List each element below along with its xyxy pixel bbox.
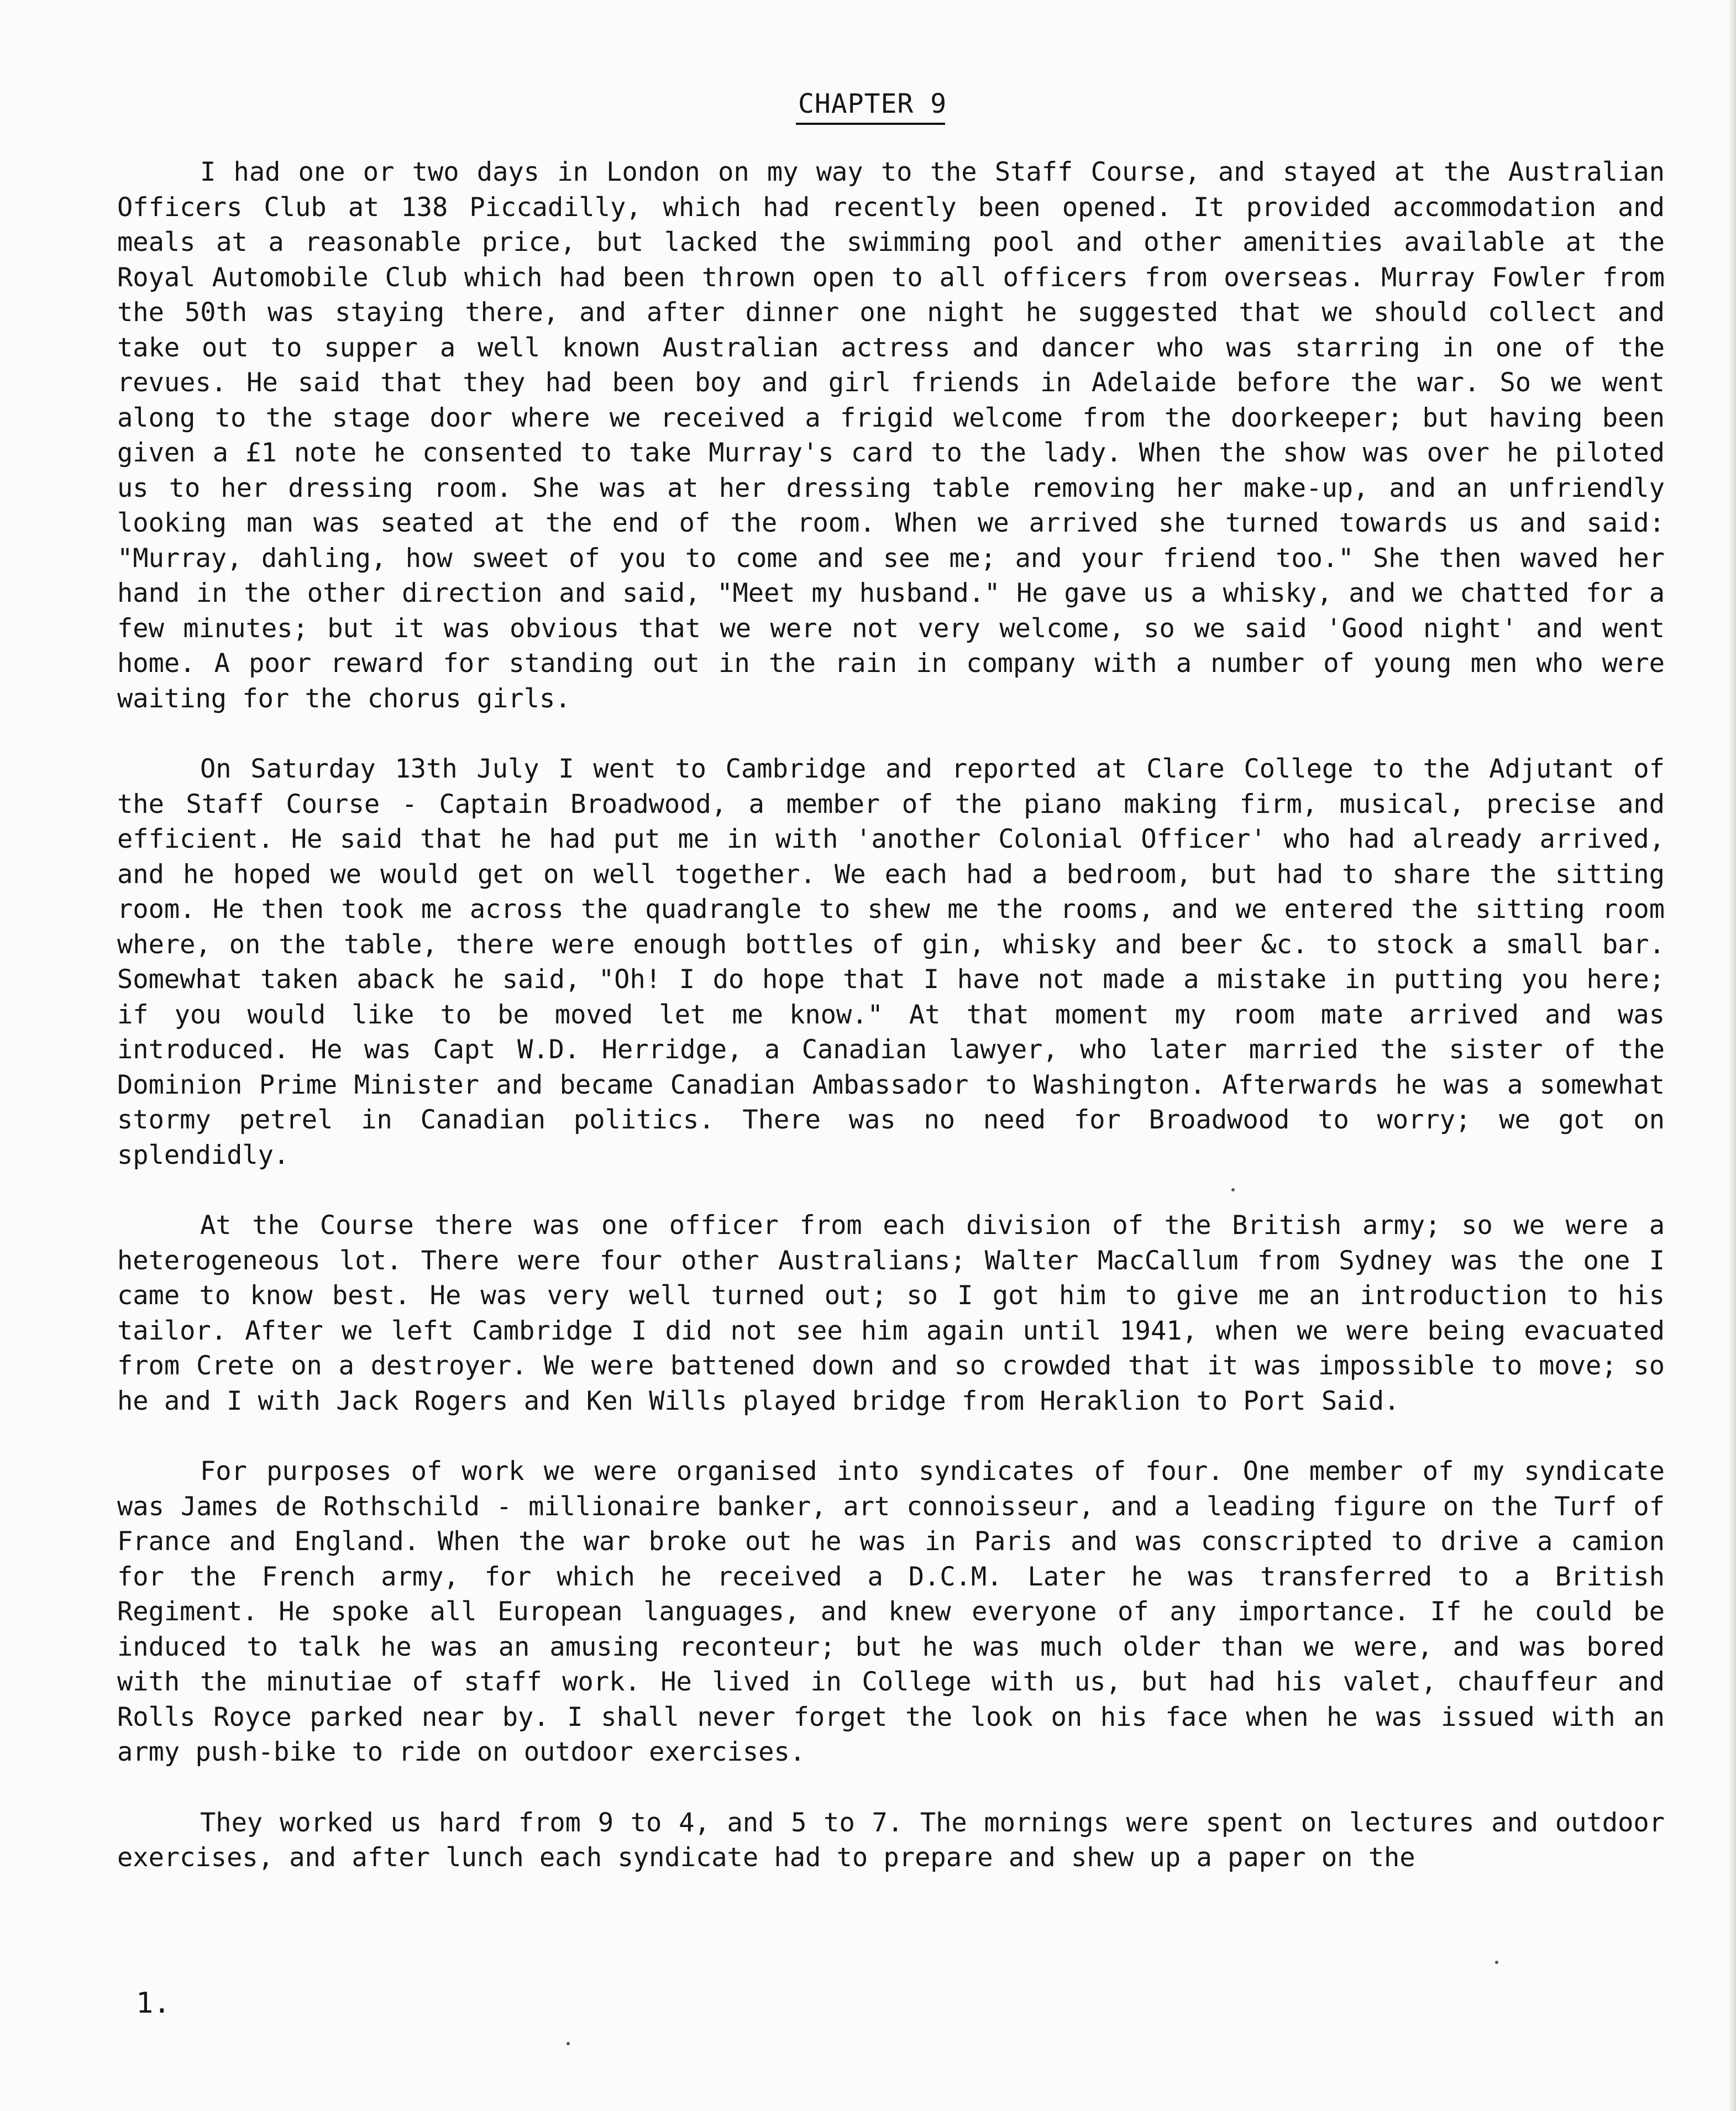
paragraph-4: For purposes of work we were organised into syndicates of four. One member of my syndicate was James de Rothschild - millionaire banker, art connoisseur, and a leading figure on the Turf of France and England. When the war broke out he was in Paris and was conscripted to drive a camion for the French army, for which he received a D.C.M. Later he was transferred to a British Regiment. He spoke all European languages, and knew everyone of any importance. If he could be induced to talk he was an amusing reconteur; but he was much older than we were, and was bored with the minutiae of staff work. He lived in College with us, but had his valet, chauffeur and Rolls Royce parked near by. I shall never forget the look on his face when he was issued with an army push-bike to ride on outdoor exercises. <box>117 1456 1665 1767</box>
body-text <box>117 155 1665 1934</box>
paragraph-1: I had one or two days in London on my way to the Staff Course, and stayed at the Australian Officers Club at 138 Piccadilly, which had recently been opened. It provided accommodation and meals at a reasonable price, but lacked the swimming pool and other amenities available at the Royal Automobile Club which had been thrown open to all officers from overseas. Murray Fowler from the 50th was staying there, and after dinner one night he suggested that we should collect and take out to supper a well known Australian actress and dancer who was starring in one of the revues. He said that they had been boy and girl friends in Adelaide before the war. So we went along to the stage door where we received a frigid welcome from the doorkeeper; but having been given a £1 note he consented to take Murray's card to the lady. When the show was over he piloted us to her dressing room. She was at her dressing table removing her make-up, and an unfriendly looking man was seated at the end of the room. When we arrived she turned towards us and said: "Murray, dahling, how sweet of you to come and see me; and your friend too." She then waved her hand in the other direction and said, "Meet my husband." He gave us a whisky, and we chatted for a few minutes; but it was obvious that we were not very welcome, so we said 'Good night' and went home. A poor reward for standing out in the rain in company with a number of young men who were waiting for the chorus girls. <box>117 157 1665 714</box>
page-number: 1. <box>136 1987 171 2020</box>
heading-underline <box>796 123 945 125</box>
chapter-heading: CHAPTER 9 <box>798 88 947 119</box>
scan-speck <box>1231 1188 1235 1191</box>
page-edge-shadow <box>1728 0 1736 2111</box>
paragraph-5: They worked us hard from 9 to 4, and 5 to 7. The mornings were spent on lectures and outdoor exercises, and after lunch each syndicate had to prepare and shew up a paper on the <box>117 1807 1665 1873</box>
scan-speck <box>567 2042 570 2045</box>
paragraph-2: On Saturday 13th July I went to Cambridge and reported at Clare College to the Adjutant of the Staff Course - Captain Broadwood, a member of the piano making firm, musical, precise and efficient. He said that he had put me in with 'another Colonial Officer' who had already arrived, and he hoped we would get on well together. We each had a bedroom, but had to share the sitting room. He then took me across the quadrangle to shew me the rooms, and we entered the sitting room where, on the table, there were enough bottles of gin, whisky and beer &c. to stock a small bar. Somewhat taken aback he said, "Oh! I do hope that I have not made a mistake in putting you here; if you would like to be moved let me know." At that moment my room mate arrived and was introduced. He was Capt W.D. Herridge, a Canadian lawyer, who later married the sister of the Dominion Prime Minister and became Canadian Ambassador to Washington. Afterwards he was a somewhat stormy petrel in Canadian politics. There was no need for Broadwood to worry; we got on splendidly. <box>117 754 1665 1170</box>
paragraph-3: At the Course there was one officer from each division of the British army; so we were a heterogeneous lot. There were four other Australians; Walter MacCallum from Sydney was the one I came to know best. He was very well turned out; so I got him to give me an introduction to his tailor. After we left Cambridge I did not see him again until 1941, when we were being evacuated from Crete on a destroyer. We were battened down and so crowded that it was impossible to move; so he and I with Jack Rogers and Ken Wills played bridge from Heraklion to Port Said. <box>117 1210 1665 1416</box>
scan-speck <box>1495 1961 1498 1964</box>
